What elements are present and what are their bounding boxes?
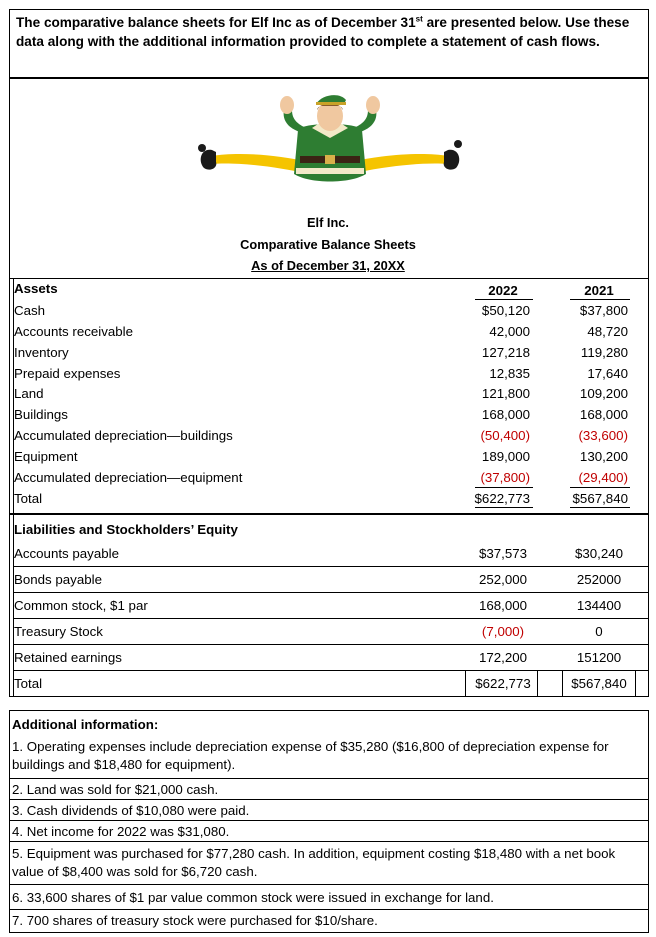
- additional-item-line: [9, 909, 649, 910]
- liability-total-2021: $567,840: [571, 676, 627, 691]
- asset-value-2022: 168,000: [481, 407, 530, 422]
- asset-label: Accumulated depreciation—buildings: [14, 428, 233, 443]
- asset-value-2021: 109,200: [579, 386, 628, 401]
- asset-value-2021: 168,000: [579, 407, 628, 422]
- liability-label: Accounts payable: [14, 546, 119, 561]
- asset-value-2022: 12,835: [489, 366, 530, 381]
- additional-item-line: [9, 778, 649, 779]
- liabilities-heading: Liabilities and Stockholders’ Equity: [14, 522, 238, 537]
- subtotal-underline-2022: [475, 487, 533, 488]
- value-cell-divider: [537, 670, 538, 697]
- col-2021-header: 2021: [584, 283, 614, 298]
- intro-superscript: st: [415, 14, 423, 24]
- statement-title: Comparative Balance Sheets: [240, 237, 416, 252]
- liability-label: Common stock, $1 par: [14, 598, 148, 613]
- liability-value-2021: $30,240: [574, 546, 624, 561]
- additional-info-item: 4. Net income for 2022 was $31,080.: [12, 824, 230, 839]
- liability-label: Bonds payable: [14, 572, 102, 587]
- asset-label: Buildings: [14, 407, 68, 422]
- liability-value-2021: 0: [595, 624, 603, 639]
- header-underline-2021: [570, 299, 630, 300]
- additional-info-item: 2. Land was sold for $21,000 cash.: [12, 782, 219, 797]
- asset-label: Land: [14, 386, 44, 401]
- asset-value-2021: 130,200: [579, 449, 628, 464]
- value-cell-divider: [465, 670, 466, 697]
- asset-value-2021: 119,280: [580, 345, 628, 360]
- additional-info-item: 3. Cash dividends of $10,080 were paid.: [12, 803, 250, 818]
- liability-row-line: [13, 566, 649, 567]
- asset-label: Inventory: [14, 345, 69, 360]
- col-2022-header: 2022: [488, 283, 518, 298]
- liability-value-2021: 151200: [576, 650, 622, 665]
- liability-total-label: Total: [14, 676, 43, 691]
- additional-info-item: 5. Equipment was purchased for $77,280 cash. In addition, equipment costing $18,480 with a net book value of $8,400 was sold for $6,720 cash.: [12, 846, 616, 879]
- asset-value-2021: 48,720: [587, 324, 628, 339]
- asset-value-2021: 17,640: [587, 366, 628, 381]
- asset-value-2022: (37,800): [480, 470, 530, 485]
- asset-value-2022: 42,000: [489, 324, 530, 339]
- asset-total-label: Total: [14, 491, 43, 506]
- additional-item-line: [9, 820, 649, 821]
- liability-row-line: [13, 670, 649, 671]
- liability-value-2021: 252000: [576, 572, 622, 587]
- company-name: Elf Inc.: [307, 215, 349, 230]
- additional-info-item: 1. Operating expenses include depreciation expense of $35,280 ($16,800 of depreciation expense for buildings and $18,480 for equipment).: [12, 739, 609, 772]
- liability-value-2022: (7,000): [481, 624, 525, 639]
- asset-label: Equipment: [14, 449, 78, 464]
- liability-row-line: [13, 592, 649, 593]
- liability-value-2022: 172,200: [478, 650, 528, 665]
- subtotal-underline-2021: [570, 487, 630, 488]
- asset-value-2021: $37,800: [579, 303, 628, 318]
- liability-row-line: [13, 618, 649, 619]
- value-cell-divider: [562, 670, 563, 697]
- liability-value-2022: 168,000: [478, 598, 528, 613]
- intro-instructions: [9, 9, 649, 78]
- asset-total-2022: $622,773: [474, 491, 530, 506]
- header-underline-2022: [475, 299, 533, 300]
- total-underline-2021: [570, 507, 630, 508]
- statement-date: As of December 31, 20XX: [251, 258, 405, 273]
- asset-value-2022: $50,120: [481, 303, 530, 318]
- liability-value-2022: $37,573: [478, 546, 528, 561]
- asset-label: Accumulated depreciation—equipment: [14, 470, 243, 485]
- asset-total-2021: $567,840: [572, 491, 628, 506]
- liability-row-line: [13, 644, 649, 645]
- additional-item-line: [9, 884, 649, 885]
- asset-value-2021: (29,400): [578, 470, 628, 485]
- asset-label: Accounts receivable: [14, 324, 133, 339]
- asset-label: Prepaid expenses: [14, 366, 121, 381]
- liability-label: Treasury Stock: [14, 624, 103, 639]
- intro-text-continued: are presented below. Use these data along with the additional information provided to complete a statement of cash flows.: [16, 15, 630, 49]
- elf-character-splits-image: [190, 92, 470, 204]
- additional-info-item: 6. 33,600 shares of $1 par value common stock were issued in exchange for land.: [12, 890, 494, 905]
- assets-heading: Assets: [14, 281, 58, 296]
- liability-value-2021: 134400: [576, 598, 622, 613]
- liability-value-2022: 252,000: [478, 572, 528, 587]
- additional-info-item: 7. 700 shares of treasury stock were purchased for $10/share.: [12, 913, 378, 928]
- asset-label: Cash: [14, 303, 46, 318]
- liability-total-2022: $622,773: [475, 676, 531, 691]
- additional-item-line: [9, 841, 649, 842]
- asset-value-2022: 127,218: [481, 345, 530, 360]
- asset-value-2021: (33,600): [578, 428, 628, 443]
- asset-value-2022: 121,800: [481, 386, 530, 401]
- value-cell-divider: [635, 670, 636, 697]
- additional-item-line: [9, 799, 649, 800]
- total-underline-2022: [475, 507, 533, 508]
- additional-info-heading: Additional information:: [12, 717, 159, 732]
- liability-label: Retained earnings: [14, 650, 122, 665]
- asset-value-2022: 189,000: [481, 449, 530, 464]
- asset-value-2022: (50,400): [480, 428, 530, 443]
- intro-text: The comparative balance sheets for Elf Inc as of December 31: [16, 15, 416, 30]
- table-top-border: [9, 278, 649, 279]
